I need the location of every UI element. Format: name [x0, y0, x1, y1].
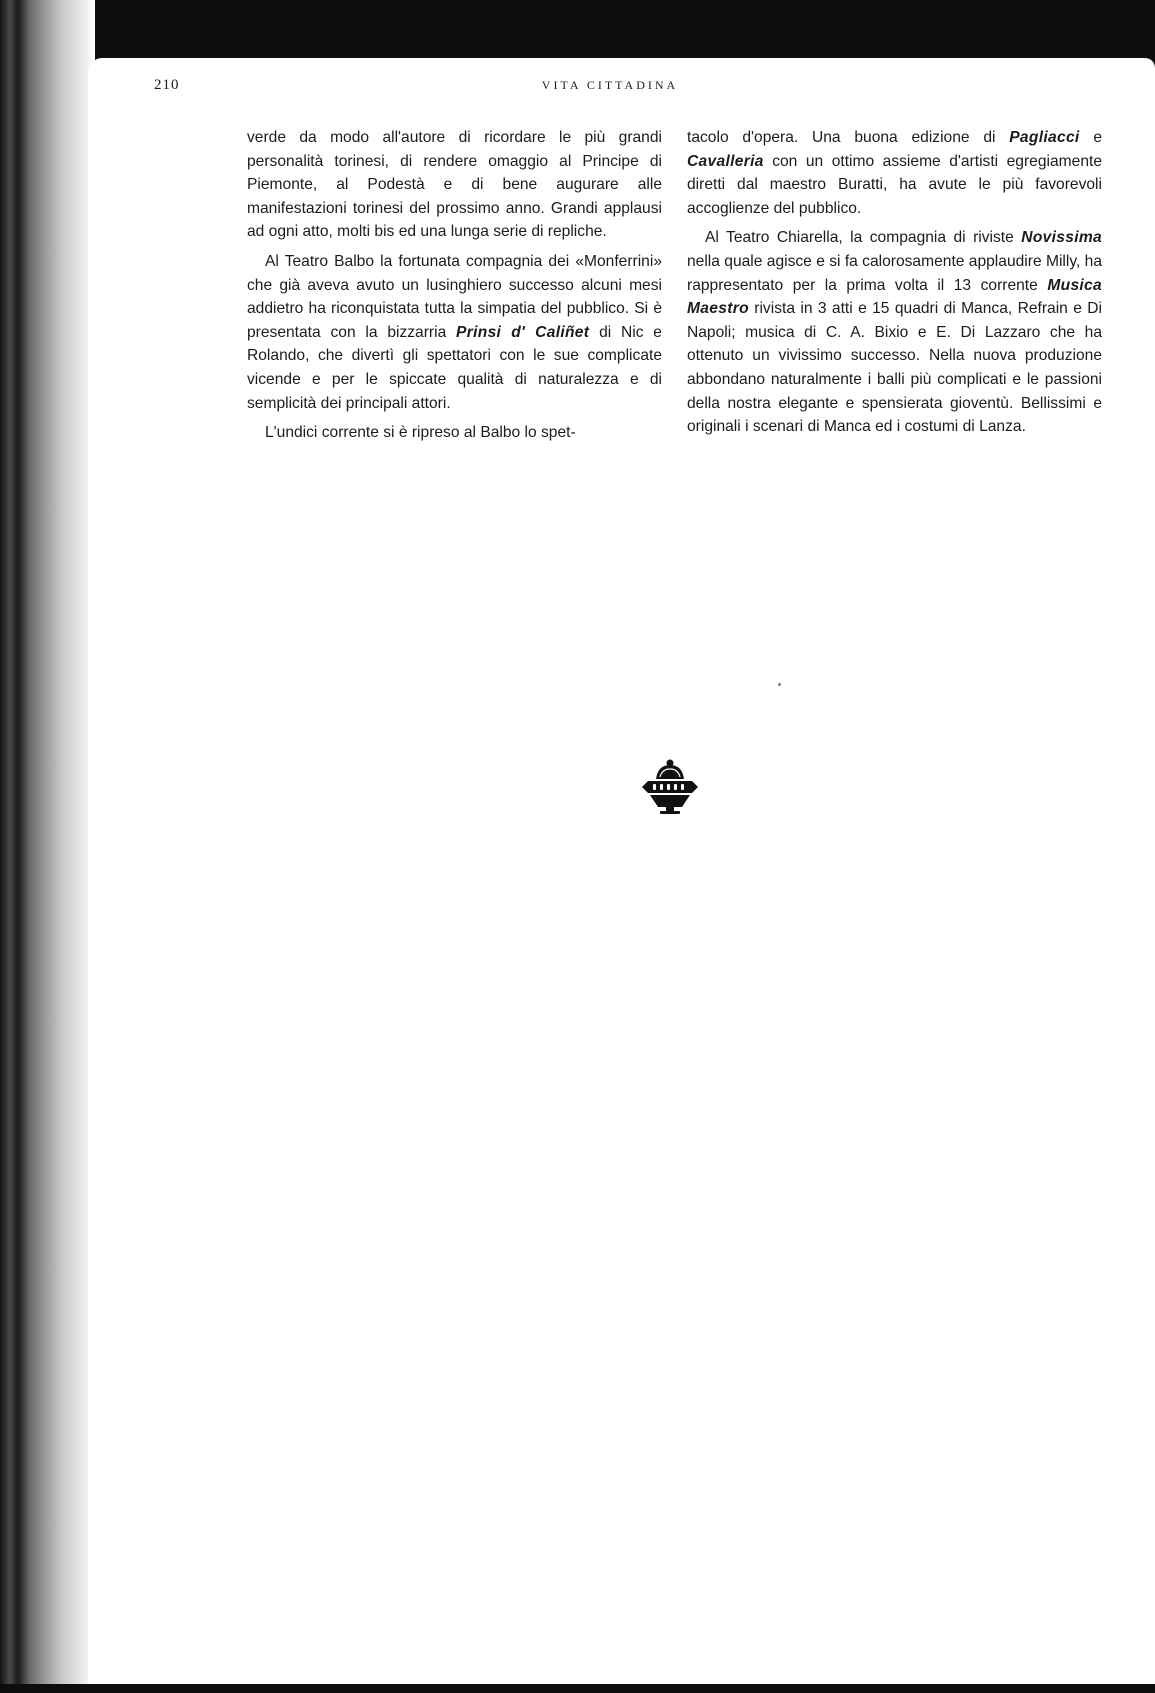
text-run: tacolo d'opera. Una buona edizione di [687, 129, 1010, 146]
paragraph [247, 421, 662, 445]
work-title: Pagliacci [1009, 129, 1080, 146]
text-run: L'undici corrente si è ripreso al Balbo lo spet- [265, 424, 576, 442]
work-title: Novissima [1021, 229, 1102, 247]
running-title: VITA CITTADINA [541, 78, 679, 92]
speck [778, 683, 781, 686]
paragraph [687, 126, 1102, 220]
basket-ornament-icon [640, 757, 700, 815]
text-run: e [1079, 129, 1102, 146]
work-title: Musica Maestro [687, 276, 1102, 318]
scan-bottom-border [0, 1684, 1155, 1693]
text-run: rivista in 3 atti e 15 quadri di Manca, Refrain e Di Napoli; musica di C. A. Bixio e E. Di Lazzaro che ha ottenuto un vivissimo successo. Nella nuova produzione abbondano naturalmente i balli più complicati e le passioni della nostra elegante e spensierata gioventù. Bellissimi e originali i scenari di Manca ed i costumi di Lanza. [687, 300, 1102, 436]
text-run: Al Teatro Balbo la fortunata compagnia dei «Monferrini» che già aveva avuto un lusinghiero successo alcuni mesi addietro ha riconquistata tutta la simpatia del pubblico. Si è presentata con la bizzarria [247, 252, 662, 341]
text-run: Al Teatro Chiarella, la compagnia di riviste [705, 229, 1022, 247]
text-run: verde da modo all'autore di ricordare le più grandi personalità torinesi, di rendere omaggio al Principe di Piemonte, al Podestà e di bene augurare alle manifestazioni torinesi del prossimo anno. Grandi applausi ad ogni atto, molti bis ed una lunga serie di repliche. [247, 129, 662, 241]
text-run: nella quale agisce e si fa calorosamente applaudire Milly, ha rappresentato per la prima volta il 13 corrente [687, 252, 1102, 294]
page-number: 210 [154, 77, 180, 93]
text-run: di Nic e Rolando, che divertì gli spettatori con le sue complicate vicende e per le spiccate qualità di naturalezza e di semplicità dei principali attori. [247, 323, 662, 412]
paragraph [247, 126, 662, 244]
work-title: Cavalleria [687, 152, 764, 170]
text-run: con un ottimo assieme d'artisti egregiamente diretti dal maestro Buratti, ha avute le più favorevoli accoglienze del pubblico. [687, 152, 1102, 217]
paragraph [247, 250, 662, 415]
work-title: Prinsi d' Caliñet [456, 323, 590, 341]
left-text-column [247, 126, 662, 445]
right-text-column [687, 126, 1102, 439]
paragraph [687, 226, 1102, 438]
book-gutter-shadow [0, 0, 95, 1693]
